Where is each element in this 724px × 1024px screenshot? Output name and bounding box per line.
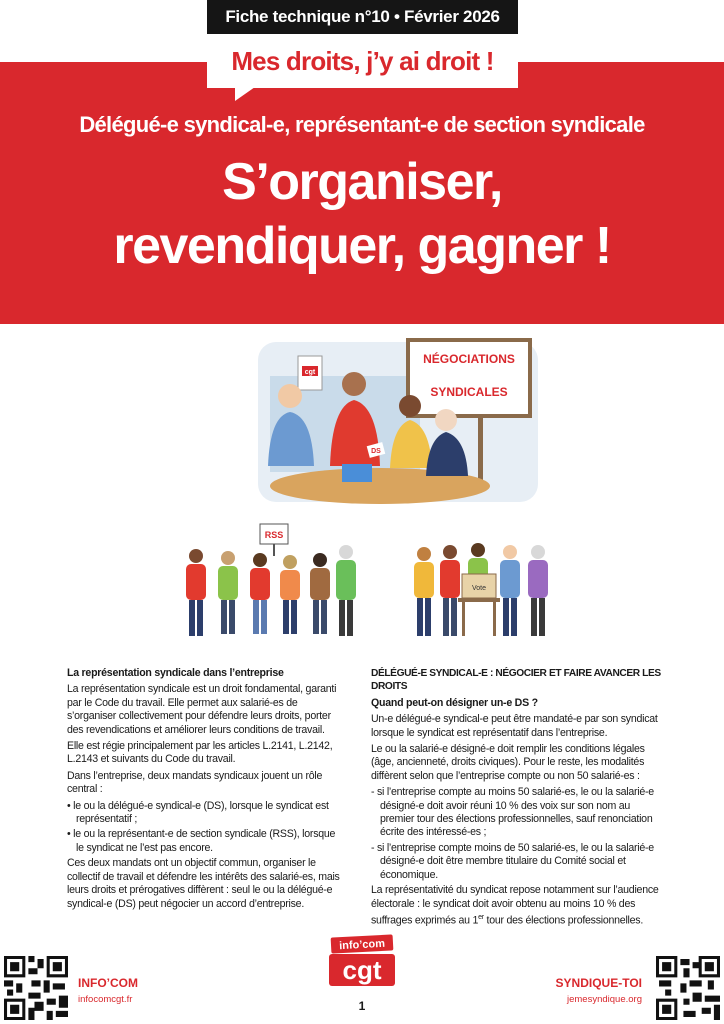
left-paragraph-1: La représentation syndicale est un droit fondamental, garanti par le Code du travail. Elle permet aux salarié-es de s’organiser collectivement pour défendre leurs droits, porter des revendications et améliorer leurs conditions de travail.: [67, 683, 337, 736]
right-paragraph-1: Un-e délégué-e syndical-e peut être mandaté-e par son syndicat lorsque le syndicat est représentatif dans l’entreprise.: [371, 713, 658, 739]
right-paragraph-3-start: La représentativité du syndicat repose notamment sur l’audience électorale : le syndicat doit avoir obtenu au moins 10 % des suffrages exprimés au 1: [371, 884, 659, 927]
left-column: [67, 667, 343, 914]
sign-line-2: SYNDICALES: [430, 385, 508, 399]
left-paragraph-2: Elle est régie principalement par les articles L.2141, L.2142, L.2143 et suivants du Code du travail.: [67, 740, 333, 766]
slogan: Mes droits, j’y ai droit !: [207, 34, 518, 88]
logo-main-text: cgt: [342, 955, 382, 985]
ordinal-superscript: er: [478, 913, 484, 921]
right-bullet-2: - si l’entreprise compte moins de 50 salarié-es, le ou la salarié-e désigné-e doit être membre titulaire du Comité social et économique.: [371, 841, 654, 881]
logo-top-text: info’com: [338, 937, 386, 953]
page-title: [0, 150, 724, 278]
right-paragraph-2: Le ou la salarié-e désigné-e doit remplir les conditions légales (âge, ancienneté, droits civiques). Pour le reste, les modalités diffèrent selon que l’entreprise compte ou non 50 salarié-es :: [371, 743, 645, 782]
cgt-logo: [325, 932, 399, 990]
left-bullet-1: • le ou la délégué-e syndical-e (DS), lorsque le syndicat est représentatif ;: [67, 799, 329, 826]
title-line-2: revendiquer, gagner !: [113, 217, 611, 275]
ds-badge-text: DS: [371, 448, 381, 455]
office-logo-text: cgt: [304, 369, 316, 376]
left-paragraph-3: Dans l’entreprise, deux mandats syndicaux jouent un rôle central :: [67, 769, 323, 796]
document-tag: Fiche technique n°10 • Février 2026: [207, 0, 518, 34]
right-paragraph-3: [371, 884, 663, 928]
footer-left-label: INFO’COM: [78, 976, 138, 990]
negotiation-illustration: [250, 336, 540, 508]
qr-code-left[interactable]: [4, 956, 68, 1020]
right-bullet-1: - si l’entreprise compte au moins 50 salarié-es, le ou la salarié-e désigné-e doit avoir réuni 10 % des voix sur son nom au premier tour des élections professionnelles, sauf renonciation écrite des intéressé-es ;: [371, 786, 654, 839]
left-paragraph-4: Ces deux mandats ont un objectif commun, organiser le collectif de travail et défendre les intérêts des salarié-es, mais leurs droits et prérogatives diffèrent : seul le ou la délégué-e syndical-e (DS) peut négocier un accord d’entreprise.: [67, 857, 340, 910]
footer-left-url[interactable]: infocomcgt.fr: [78, 994, 133, 1005]
sign-line-1: NÉGOCIATIONS: [423, 352, 515, 366]
rss-sign-text: RSS: [264, 530, 284, 540]
right-heading: DÉLÉGUÉ-E SYNDICAL-E : NÉGOCIER ET FAIRE AVANCER LES DROITS: [371, 668, 661, 693]
vote-box-label: Vote: [471, 585, 487, 592]
rss-group-illustration: [176, 522, 362, 644]
qr-code-right[interactable]: [656, 956, 720, 1020]
left-heading: La représentation syndicale dans l’entreprise: [67, 667, 284, 679]
title-line-1: S’organiser,: [222, 153, 502, 211]
page-subtitle: Délégué-e syndical-e, représentant-e de section syndicale: [79, 112, 645, 137]
footer-right-url[interactable]: jemesyndique.org: [567, 994, 642, 1005]
right-column: [371, 667, 663, 931]
footer-right-label: SYNDIQUE-TOI: [555, 976, 642, 990]
right-subheading: Quand peut-on désigner un-e DS ?: [371, 696, 538, 709]
left-bullet-2: • le ou la représentant-e de section syndicale (RSS), lorsque le syndicat ne l’est pas encore.: [67, 828, 336, 854]
right-paragraph-3-end: tour des élections professionnelles.: [483, 914, 644, 927]
speech-bubble-tail: [235, 87, 255, 101]
vote-illustration: [406, 522, 558, 644]
page-number: 1: [358, 999, 366, 1013]
